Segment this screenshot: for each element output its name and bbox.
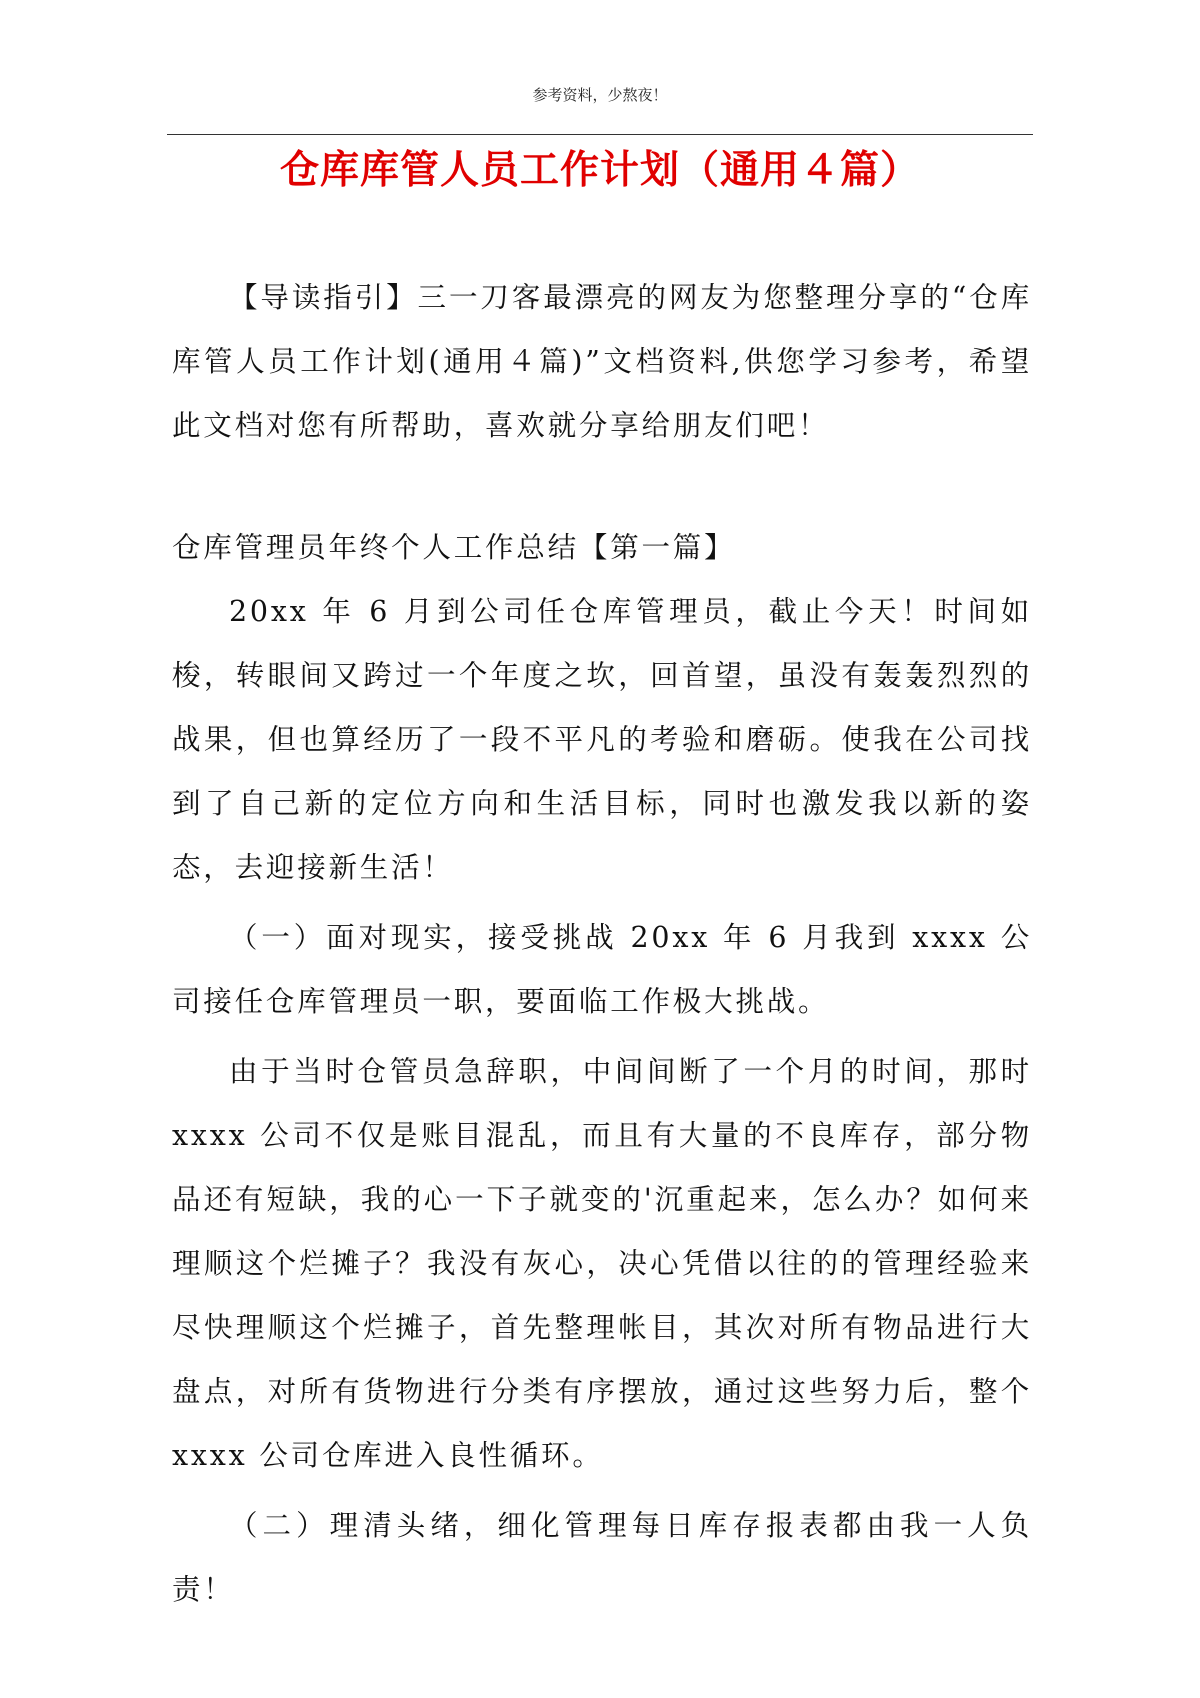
document-title: 仓库库管人员工作计划（通用４篇） — [279, 147, 920, 193]
body-paragraph: （二）理清头绪，细化管理每日库存报表都由我一人负责！ — [172, 1509, 1032, 1606]
body-paragraph: （一）面对现实，接受挑战 20xx 年 6 月我到 xxxx 公司接任仓库管理员一职，要面临工作极大挑战。 — [172, 921, 1032, 1018]
page-header-note: 参考资料，少熬夜！ — [532, 86, 668, 104]
intro-paragraph: 【导读指引】三一刀客最漂亮的网友为您整理分享的“仓库库管人员工作计划(通用４篇)”文档资料,供您学习参考，希望此文档对您有所帮助，喜欢就分享给朋友们吧！ — [172, 281, 1032, 442]
main-content — [172, 516, 1032, 1622]
body-paragraph: 20xx 年 6 月到公司任仓库管理员，截止今天！时间如梭，转眼间又跨过一个年度之坎，回首望，虽没有轰轰烈烈的战果，但也算经历了一段不平凡的考验和磨砺。使我在公司找到了自己新的定位方向和生活目标，同时也激发我以新的姿态，去迎接新生活！ — [172, 595, 1032, 884]
intro-block — [172, 266, 1032, 458]
header-divider — [167, 134, 1033, 135]
section-heading: 仓库管理员年终个人工作总结【第一篇】 — [172, 531, 736, 564]
body-paragraph: 由于当时仓管员急辞职，中间间断了一个月的时间，那时 xxxx 公司不仅是账目混乱，而且有大量的不良库存，部分物品还有短缺，我的心一下子就变的'沉重起来，怎么办？如何来理顺这个烂摊子？我没有灰心，决心凭借以往的的管理经验来尽快理顺这个烂摊子，首先整理帐目，其次对所有物品进行大盘点，对所有货物进行分类有序摆放，通过这些努力后，整个 xxxx 公司仓库进入良性循环。 — [172, 1055, 1032, 1472]
